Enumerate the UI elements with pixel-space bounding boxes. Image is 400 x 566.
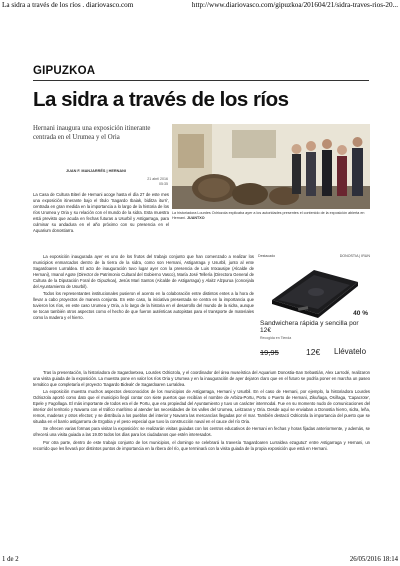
ad-pickup-note: Recogida en Tienda [260, 336, 292, 340]
body-paragraph: Se ofrecen varias formas para visitar la exposición: se realizarán visitas guiadas con los centros educativos de Hernani en fechas y horas fijadas anteriormente, y además, se ofrecerá una visita guiada a las 19.00 todos los días para los ciudadanos que estén interesados. [33, 426, 370, 438]
print-timestamp: 26/05/2016 18:14 [349, 556, 398, 563]
body-paragraph: Tras la presentación, la historiadora de Sagardoetxea, Lourdes Odriozola, y el coordinador del área museística del Aquarium Donostia-San Sebastián, Alex Larrodé, realizaron una visita guiada de la exposición. La muestra pone en valor los ríos Oria y Urumea y en la inauguración de ayer dejaron claro que en el futuro se podría poner en marcha un paseo temático que completaría el proyecto 'Sagardo Bideak' de Sagardoaren Lurraldea. [33, 370, 370, 388]
ad-product-name[interactable]: Sandwichera rápida y sencilla por 12€ [260, 320, 359, 335]
advertisement[interactable] [258, 254, 370, 366]
article-photo [172, 124, 370, 209]
ad-tag: Destacado [258, 254, 276, 258]
body-paragraph: Todos los representantes institucionales pusieron el acento en la colaboración entre distintos entes a la hora de llevar a cabo proyectos de manera conjunta. En este caso, la iniciativa presentada se centra en la importancia que tuvieron los ríos, en este caso Urumea y Oria, a lo largo de la historia en el desarrollo del mundo de la sidra, aunque se tocan también otros aspectos como el hecho de que fueron auténticas autopistas para el transporte de materiales como la madera y el hierro. [33, 291, 254, 321]
body-paragraph: Por otra parte, dentro de este trabajo conjunto de los municipios, el domingo se celebrará la travesía 'Sagardoaren Lurraldea ezagutuz' entre Astigarraga y Hernani, un recorrido que les llevará por distintos puntos de importancia en la ribera del río, que terminará con la visita guiada de la propia exposición que está en Hernani. [33, 439, 370, 451]
article-body-left [33, 254, 254, 323]
article-lead [33, 192, 169, 235]
ad-old-price: 19,95 [260, 348, 279, 357]
article-headline: La sidra a través de los ríos [33, 88, 289, 111]
exhibition-photo-illustration [172, 124, 370, 209]
article-standfirst: Hernani inaugura una exposición itinerante centrada en el Urumea y el Oria [33, 125, 151, 141]
article-time: 05:35 [159, 182, 168, 186]
article-dateline [140, 177, 168, 187]
section-title: GIPUZKOA [33, 65, 96, 77]
article-body-full [33, 370, 370, 453]
print-page-url[interactable]: http://www.diariovasco.com/gipuzkoa/201604/21/sidra-traves-rios-20... [191, 1, 398, 9]
ad-location: DONOSTIA | IRUN [339, 254, 370, 258]
ad-new-price: 12€ [306, 347, 321, 357]
photo-caption-text: La historiadora Lourdes Odriozola explicaba ayer a los autoridades presentes el contenido de la exposición abierta en Hernani. [172, 211, 365, 220]
print-page-title: La sidra a través de los ríos . diariovasco.com [2, 1, 134, 9]
article-date: 21 abril 2016 [147, 177, 168, 181]
print-header [0, 0, 400, 12]
section-divider [33, 80, 369, 81]
body-paragraph: La exposición inaugurada ayer es uno de los frutos del trabajo conjunto que han comenzado a realizar los municipios enmarcados dentro de la tierra de la sidra, como son Hernani, Astigarraga y Usurbil, junto al ente Sagardoaren Lurraldea. El acto de inauguración tuvo lugar ayer con la presencia de Luis Intxausipe (Alcalde de Hernani), Imanol Agote (Director de Patrimonio Cultural del Gobierno Vasco), María José Tellería (Directora General de Cultura de la Diputación Foral de Gipuzkoa), Jesús Mari Santos (Alcalde de Astigarraga) y Alaitz Alzpurua (concejala del Ayuntamiento de Usurbil). [33, 254, 254, 290]
photo-credit: JUANTXO [186, 215, 205, 220]
photo-caption [172, 211, 370, 220]
body-paragraph: La exposición muestra muchos aspectos desconocidos de los municipios de Astigarraga, Hernani y Usurbil. En el caso de Hernani, por ejemplo, la historiadora Lourdes Odriozola aportó como dato que el municipio llegó contar con siete puertos que recibían el nombre de Arbiza-Portu, Portu o Puerto de Hernani, Zikuñaga, Osiñaga, 'Capacrote', Epele y Fagollaga. El más importante de todos era el de Portu, que era propiedad del Ayuntamiento y tuvo un carácter intermodal. Fue en su momento nudo de comunicaciones del interior del territorio y Navarra con el tráfico marítimo al atender las necesidades de los valles del Urumea, Leitzaran y Oria. Desde aquí se enviaban a Donostia hierro, sidra, leña, remos, maderas y otros efectos; y se distribuía a los pueblos del interior y Navarra las mercancías llegadas por el mar. También destacó Odriozola la importancia del puerto que se situaba en el barrio astigarrarra de Ergobia y el peso especial que tuvo la construcción naval en el cauce del río Oria. [33, 389, 370, 425]
article-byline: JUAN F. MANJARRÉS | HERNANI [66, 169, 126, 173]
print-footer [0, 556, 400, 566]
lead-paragraph: La Casa de Cultura Biteri de Hernani acoge hasta el día 27 de este mes una exposición itinerante bajo el título 'Sagardo Ibaiak, biditza iturri', centrada en gran medida en la importancia a lo largo de la historia de los ríos Urumea y Oria y su relación con el mundo de la sidra. Esta muestra está previsto que acuda en fechas futuras a Usurbil y Astigarraga, para culminar su andadura en el año próximo con su presencia en el Aquarium donostiarra. [33, 192, 169, 234]
ad-discount-badge: 40 % [353, 310, 368, 317]
print-page-number: 1 de 2 [2, 556, 19, 563]
ad-cta-button[interactable]: Llévatelo [334, 347, 367, 356]
